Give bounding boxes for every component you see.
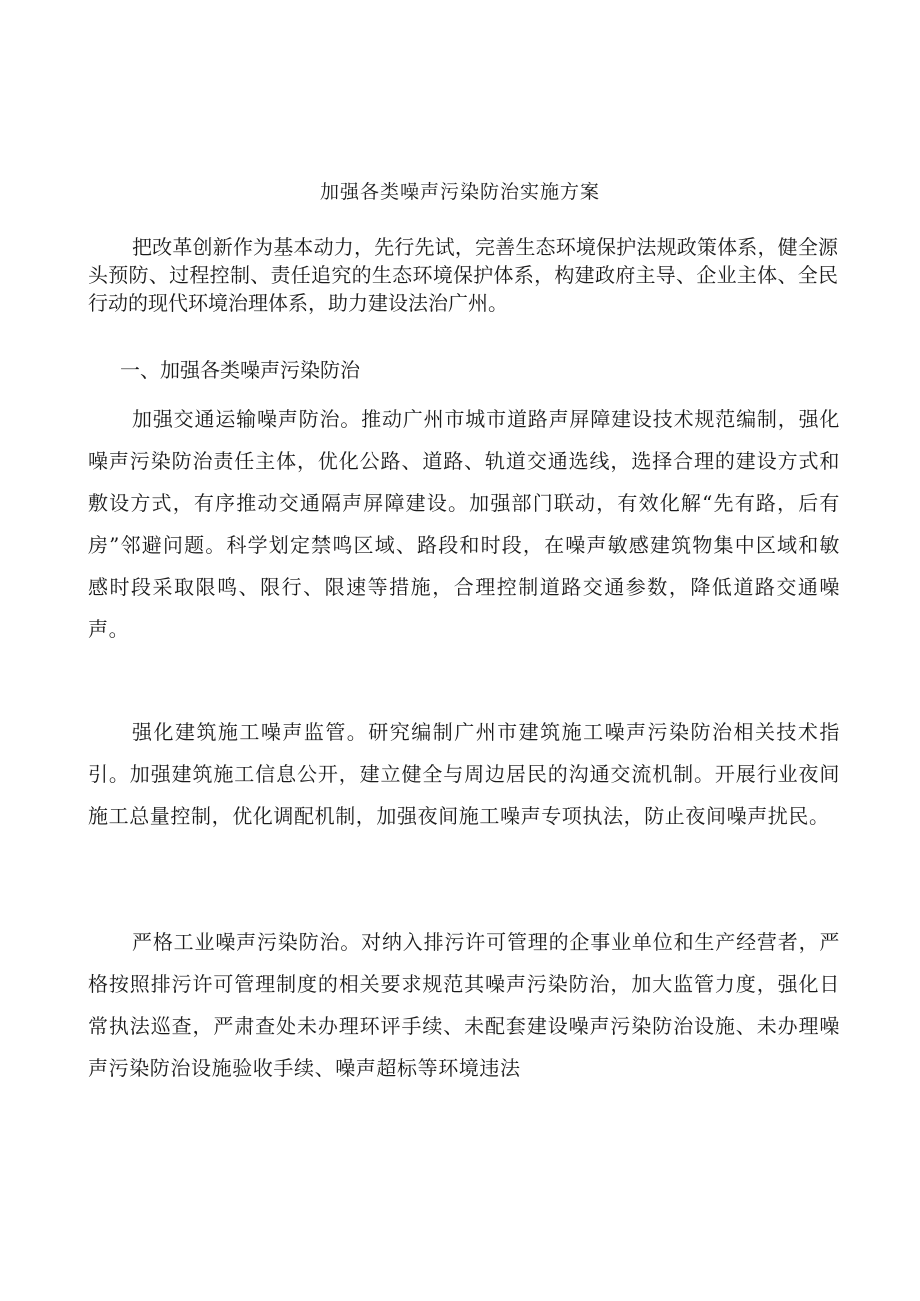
- body-paragraph: 加强交通运输噪声防治。推动广州市城市道路声屏障建设技术规范编制，强化噪声污染防治责任主体，优化公路、道路、轨道交通选线，选择合理的建设方式和敷设方式，有序推动交通隔声屏障建设。加强部门联动，有效化解“先有路，后有房”邻避问题。科学划定禁鸣区域、路段和时段，在噪声敏感建筑物集中区域和敏感时段采取限鸣、限行、限速等措施，合理控制道路交通参数，降低道路交通噪声。: [88, 407, 840, 641]
- body-paragraph: 强化建筑施工噪声监管。研究编制广州市建筑施工噪声污染防治相关技术指引。加强建筑施工信息公开，建立健全与周边居民的沟通交流机制。开展行业夜间施工总量控制，优化调配机制，加强夜间施工噪声专项执法，防止夜间噪声扰民。: [88, 720, 840, 828]
- intro-paragraph: 把改革创新作为基本动力，先行先试，完善生态环境保护法规政策体系，健全源头预防、过程控制、责任追究的生态环境保护体系，构建政府主导、企业主体、全民行动的现代环境治理体系，助力建设法治广州。: [88, 235, 838, 315]
- body-paragraph: 严格工业噪声污染防治。对纳入排污许可管理的企事业单位和生产经营者，严格按照排污许可管理制度的相关要求规范其噪声污染防治，加大监管力度，强化日常执法巡查，严肃查处未办理环评手续、未配套建设噪声污染防治设施、未办理噪声污染防治设施验收手续、噪声超标等环境违法: [88, 930, 840, 1080]
- document-title: 加强各类噪声污染防治实施方案: [319, 181, 600, 203]
- section-heading: 一、加强各类噪声污染防治: [120, 358, 360, 382]
